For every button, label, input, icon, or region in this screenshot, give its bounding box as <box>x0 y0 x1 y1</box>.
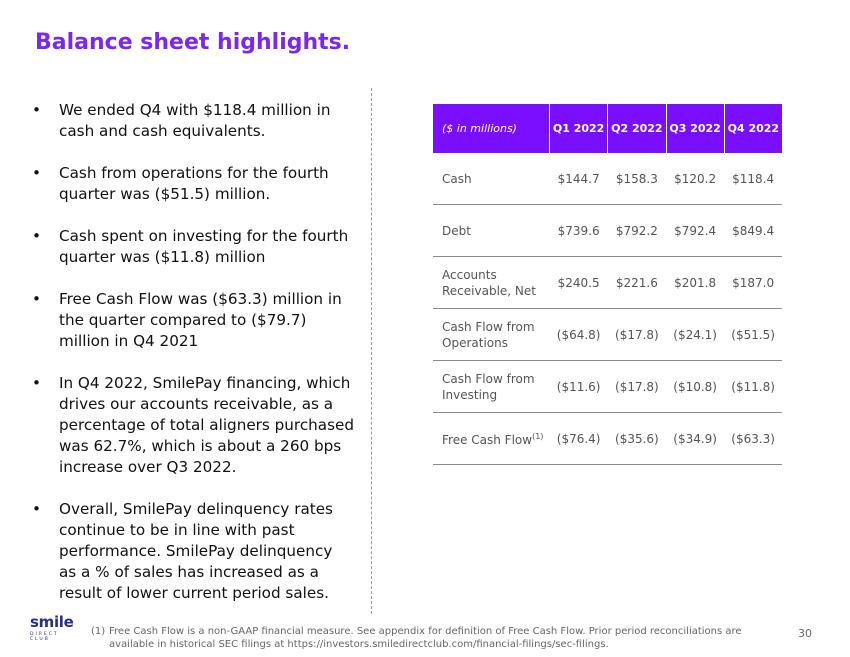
cell: $792.4 <box>666 205 724 257</box>
cell: $144.7 <box>550 153 608 205</box>
logo-subtext: DIRECT CLUB <box>30 632 59 642</box>
row-label: Cash Flow from Investing <box>433 361 550 413</box>
bullet-text: In Q4 2022, SmilePay financing, which drives our accounts receivable, as a percentage of total aligners purchased was 62.7%, which is about a 260 bps increase over Q3 2022. <box>59 374 355 476</box>
cell: $187.0 <box>724 257 782 309</box>
cell: $792.2 <box>608 205 666 257</box>
cell: ($63.3) <box>724 413 782 465</box>
bullet-dot: • <box>32 227 41 245</box>
table-row <box>433 257 782 309</box>
row-label: Accounts Receivable, Net <box>433 257 550 309</box>
bullet-list <box>32 100 354 625</box>
table-row <box>433 309 782 361</box>
cell: ($64.8) <box>550 309 608 361</box>
cell: $201.8 <box>666 257 724 309</box>
footnote <box>91 625 781 651</box>
cell: ($11.6) <box>550 361 608 413</box>
cell: ($76.4) <box>550 413 608 465</box>
cell: $221.6 <box>608 257 666 309</box>
cell: ($17.8) <box>608 309 666 361</box>
row-label-text: Free Cash Flow <box>442 433 533 447</box>
page-number: 30 <box>798 627 812 640</box>
cell: $240.5 <box>550 257 608 309</box>
table-row <box>433 413 782 465</box>
cell: ($11.8) <box>724 361 782 413</box>
header-q3: Q3 2022 <box>666 104 724 153</box>
bullet-item <box>32 163 354 205</box>
table-row <box>433 153 782 205</box>
page-title: Balance sheet highlights. <box>35 30 351 55</box>
header-q2: Q2 2022 <box>608 104 666 153</box>
header-q1: Q1 2022 <box>550 104 608 153</box>
row-label: Debt <box>433 205 550 257</box>
cell: ($34.9) <box>666 413 724 465</box>
bullet-item <box>32 499 354 604</box>
bullet-dot: • <box>32 374 41 392</box>
table-header-row <box>433 104 782 153</box>
bullet-dot: • <box>32 101 41 119</box>
bullet-item <box>32 373 354 478</box>
cell: ($51.5) <box>724 309 782 361</box>
bullet-dot: • <box>32 500 41 518</box>
footnote-marker: (1) <box>532 432 544 441</box>
cell: $849.4 <box>724 205 782 257</box>
cell: $118.4 <box>724 153 782 205</box>
company-logo <box>30 612 80 642</box>
dashed-divider <box>371 88 372 614</box>
cell: $158.3 <box>608 153 666 205</box>
financials-table <box>433 104 782 465</box>
bullet-item <box>32 226 354 268</box>
bullet-text: Cash from operations for the fourth quarter was ($51.5) million. <box>59 164 329 203</box>
bullet-text: Overall, SmilePay delinquency rates continue to be in line with past performance. SmilePay delinquency as a % of sales has increased as a result of lower current period sales. <box>59 500 333 602</box>
cell: $739.6 <box>550 205 608 257</box>
cell: ($35.6) <box>608 413 666 465</box>
cell: ($17.8) <box>608 361 666 413</box>
bullet-text: We ended Q4 with $118.4 million in cash and cash equivalents. <box>59 101 331 140</box>
bullet-item <box>32 289 354 352</box>
row-label: Cash Flow from Operations <box>433 309 550 361</box>
bullet-text: Cash spent on investing for the fourth quarter was ($11.8) million <box>59 227 349 266</box>
bullet-dot: • <box>32 290 41 308</box>
bullet-dot: • <box>32 164 41 182</box>
footnote-text: Free Cash Flow is a non-GAAP financial measure. See appendix for definition of Free Cash Flow. Prior period reconciliations are available in historical SEC filings at https://investors.smiledirectclub.com/financial-filings/sec-filings. <box>109 626 742 650</box>
header-units: ($ in millions) <box>433 104 550 153</box>
row-label: Cash <box>433 153 550 205</box>
cell: ($10.8) <box>666 361 724 413</box>
table-row <box>433 205 782 257</box>
row-label <box>433 413 550 465</box>
bullet-item <box>32 100 354 142</box>
table-row <box>433 361 782 413</box>
cell: ($24.1) <box>666 309 724 361</box>
bullet-text: Free Cash Flow was ($63.3) million in the quarter compared to ($79.7) million in Q4 2021 <box>59 290 342 350</box>
header-q4: Q4 2022 <box>724 104 782 153</box>
cell: $120.2 <box>666 153 724 205</box>
footnote-number: (1) <box>91 626 106 637</box>
logo-wordmark: smile <box>30 613 74 631</box>
